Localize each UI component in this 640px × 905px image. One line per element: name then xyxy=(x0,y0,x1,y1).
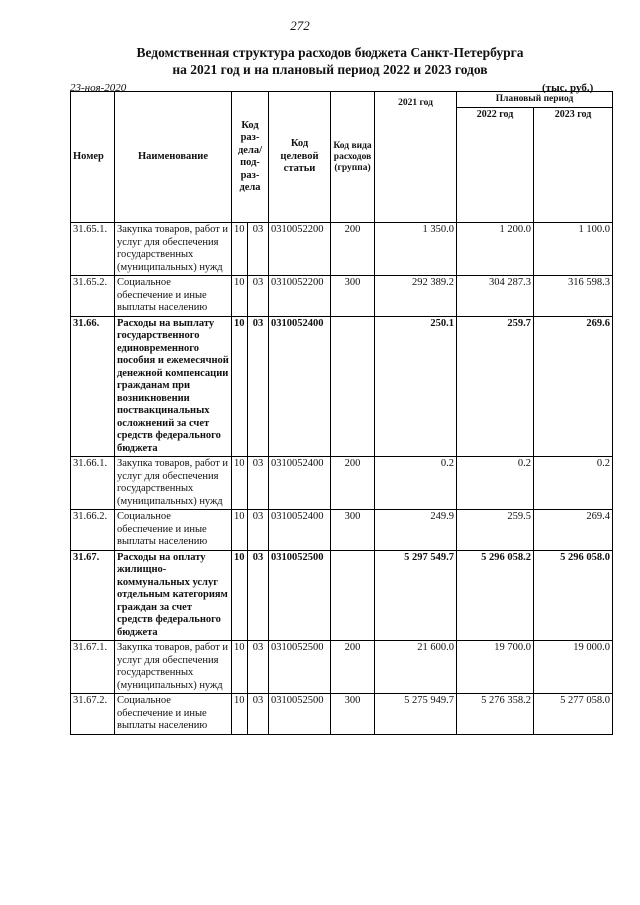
row-name: Закупка товаров, работ и услуг для обеспечения государственных (муниципальных) нужд xyxy=(115,457,232,510)
row-2022: 0.2 xyxy=(457,457,534,510)
table-row xyxy=(71,316,613,457)
row-2023: 316 598.3 xyxy=(534,276,613,317)
row-2023: 269.4 xyxy=(534,510,613,551)
header-vr: Код вида расходов (группа) xyxy=(331,92,375,223)
row-razdel: 10 xyxy=(232,694,248,735)
row-csr: 0310052500 xyxy=(269,550,331,641)
header-planned-period: Плановый период xyxy=(457,92,613,108)
title-line-2: на 2021 год и на плановый период 2022 и 2023 годов xyxy=(172,62,488,77)
row-vr: 200 xyxy=(331,223,375,276)
header-razdel: Код раз- дела/ под- раз- дела xyxy=(232,92,269,223)
row-podrazdel: 03 xyxy=(248,457,269,510)
header-num: Номер xyxy=(71,92,115,223)
row-vr xyxy=(331,316,375,457)
header-csr: Код целевой статьи xyxy=(269,92,331,223)
table-row xyxy=(71,694,613,735)
row-name: Расходы на оплату жилищно-коммунальных услуг отдельным категориям граждан за счет средств федерального бюджета xyxy=(115,550,232,641)
row-2023: 19 000.0 xyxy=(534,641,613,694)
row-number: 31.66.2. xyxy=(71,510,115,551)
row-2023: 1 100.0 xyxy=(534,223,613,276)
units-label: (тыс. руб.) xyxy=(542,82,594,94)
row-razdel: 10 xyxy=(232,316,248,457)
row-2022: 1 200.0 xyxy=(457,223,534,276)
row-number: 31.67.1. xyxy=(71,641,115,694)
document-date: 23-ноя-2020 xyxy=(70,82,127,94)
row-2021: 21 600.0 xyxy=(375,641,457,694)
row-razdel: 10 xyxy=(232,550,248,641)
row-podrazdel: 03 xyxy=(248,694,269,735)
header-2023: 2023 год xyxy=(534,108,613,223)
row-2022: 304 287.3 xyxy=(457,276,534,317)
row-2023: 0.2 xyxy=(534,457,613,510)
row-name: Закупка товаров, работ и услуг для обеспечения государственных (муниципальных) нужд xyxy=(115,641,232,694)
row-2021: 292 389.2 xyxy=(375,276,457,317)
row-csr: 0310052500 xyxy=(269,694,331,735)
row-2022: 5 296 058.2 xyxy=(457,550,534,641)
row-csr: 0310052400 xyxy=(269,457,331,510)
table-body xyxy=(71,223,613,735)
row-2021: 249.9 xyxy=(375,510,457,551)
table-row xyxy=(71,641,613,694)
table-row xyxy=(71,223,613,276)
row-name: Расходы на выплату государственного единовременного пособия и ежемесячной денежной компенсации гражданам при возникновении поствакцинальных осложнений за счет средств федерального бюджета xyxy=(115,316,232,457)
row-2023: 5 296 058.0 xyxy=(534,550,613,641)
row-razdel: 10 xyxy=(232,223,248,276)
row-number: 31.65.2. xyxy=(71,276,115,317)
table-row xyxy=(71,550,613,641)
row-razdel: 10 xyxy=(232,641,248,694)
row-name: Закупка товаров, работ и услуг для обеспечения государственных (муниципальных) нужд xyxy=(115,223,232,276)
row-name: Социальное обеспечение и иные выплаты населению xyxy=(115,510,232,551)
row-vr: 300 xyxy=(331,510,375,551)
row-name: Социальное обеспечение и иные выплаты населению xyxy=(115,694,232,735)
row-csr: 0310052200 xyxy=(269,223,331,276)
table-row xyxy=(71,276,613,317)
row-razdel: 10 xyxy=(232,276,248,317)
row-number: 31.65.1. xyxy=(71,223,115,276)
row-csr: 0310052400 xyxy=(269,510,331,551)
row-vr: 200 xyxy=(331,457,375,510)
row-2022: 19 700.0 xyxy=(457,641,534,694)
row-vr: 300 xyxy=(331,694,375,735)
row-vr xyxy=(331,550,375,641)
title-line-1: Ведомственная структура расходов бюджета Санкт-Петербурга xyxy=(136,45,524,60)
table-row xyxy=(71,510,613,551)
row-podrazdel: 03 xyxy=(248,510,269,551)
row-name: Социальное обеспечение и иные выплаты населению xyxy=(115,276,232,317)
row-2021: 5 275 949.7 xyxy=(375,694,457,735)
row-2021: 0.2 xyxy=(375,457,457,510)
row-razdel: 10 xyxy=(232,457,248,510)
row-number: 31.67. xyxy=(71,550,115,641)
row-2022: 259.5 xyxy=(457,510,534,551)
row-number: 31.66. xyxy=(71,316,115,457)
row-2021: 1 350.0 xyxy=(375,223,457,276)
table-row xyxy=(71,457,613,510)
row-2023: 5 277 058.0 xyxy=(534,694,613,735)
row-podrazdel: 03 xyxy=(248,550,269,641)
row-podrazdel: 03 xyxy=(248,641,269,694)
budget-table xyxy=(70,91,613,735)
row-2021: 250.1 xyxy=(375,316,457,457)
table-header xyxy=(71,92,613,223)
row-2022: 5 276 358.2 xyxy=(457,694,534,735)
row-csr: 0310052400 xyxy=(269,316,331,457)
row-podrazdel: 03 xyxy=(248,316,269,457)
row-2021: 5 297 549.7 xyxy=(375,550,457,641)
row-podrazdel: 03 xyxy=(248,276,269,317)
row-vr: 200 xyxy=(331,641,375,694)
document-title xyxy=(0,44,640,78)
row-2022: 259.7 xyxy=(457,316,534,457)
row-number: 31.67.2. xyxy=(71,694,115,735)
header-2021: 2021 год xyxy=(375,92,457,223)
row-podrazdel: 03 xyxy=(248,223,269,276)
row-csr: 0310052500 xyxy=(269,641,331,694)
header-name: Наименование xyxy=(115,92,232,223)
row-vr: 300 xyxy=(331,276,375,317)
row-razdel: 10 xyxy=(232,510,248,551)
row-2023: 269.6 xyxy=(534,316,613,457)
row-number: 31.66.1. xyxy=(71,457,115,510)
header-2022: 2022 год xyxy=(457,108,534,223)
page-number: 272 xyxy=(290,18,310,33)
row-csr: 0310052200 xyxy=(269,276,331,317)
